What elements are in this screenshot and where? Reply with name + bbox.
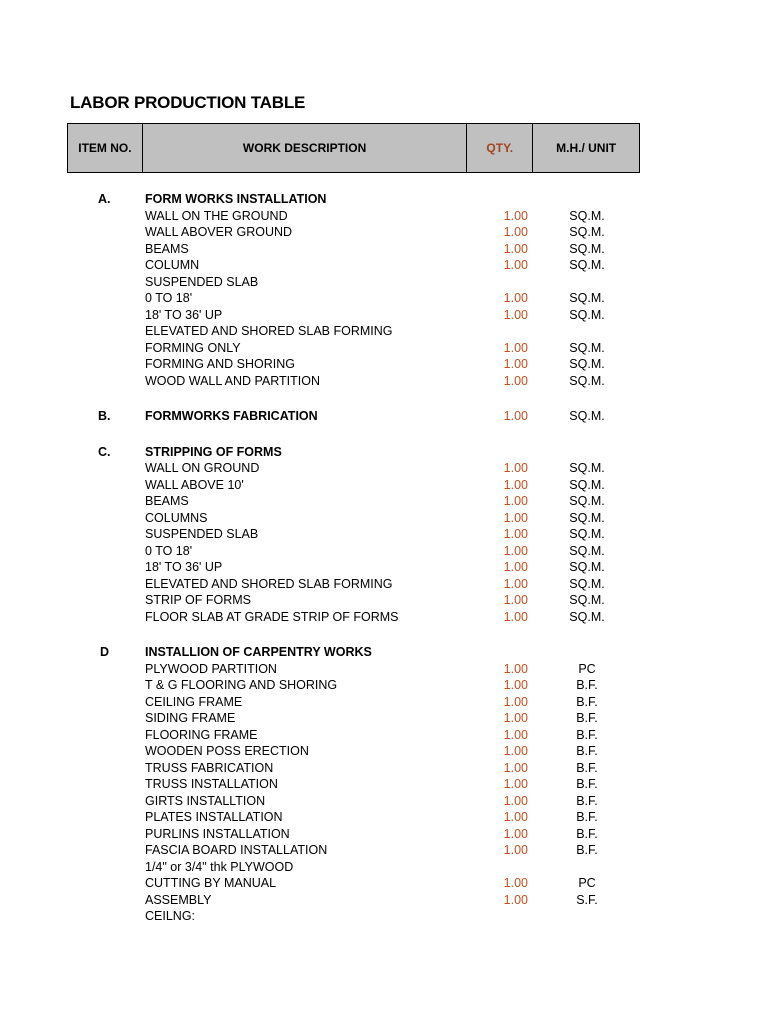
table-row [0,307,768,324]
quantity: 1.00 [503,826,528,841]
table-row [0,241,768,258]
work-description: BEAMS [145,241,189,256]
table-row [0,694,768,711]
work-description: CUTTING BY MANUAL [145,876,277,890]
manhour-unit: SQ.M. [569,340,605,355]
work-description: T & G FLOORING AND SHORING [145,678,338,692]
work-description: 18' TO 36' UP [145,307,223,322]
manhour-unit: SQ.M. [569,409,605,423]
work-description: FORM WORKS INSTALLATION [145,192,327,206]
table-row [0,727,768,744]
quantity: 1.00 [503,409,528,423]
table-row [0,559,768,576]
quantity: 1.00 [503,208,528,223]
table-row [0,842,768,859]
quantity: 1.00 [503,291,528,305]
quantity: 1.00 [503,609,528,624]
work-description: WOODEN POSS ERECTION [145,744,309,758]
table-body [0,191,768,925]
manhour-unit: B.F. [576,678,598,692]
table-row [0,323,768,340]
work-description: WALL ON GROUND [145,461,260,475]
quantity: 1.00 [503,510,528,525]
item-number: D [100,645,110,659]
table-row [0,875,768,892]
table-row [0,510,768,527]
table-header [67,123,640,173]
manhour-unit: SQ.M. [569,461,605,475]
quantity: 1.00 [503,661,528,676]
quantity: 1.00 [503,876,528,890]
table-row [0,460,768,477]
manhour-unit: B.F. [576,810,598,824]
manhour-unit: SQ.M. [569,527,605,541]
table-row [0,290,768,307]
work-description: FORMING AND SHORING [145,357,296,371]
manhour-unit: B.F. [576,744,598,758]
table-row [0,793,768,810]
table-row [0,908,768,925]
table-row [0,776,768,793]
table-row [0,208,768,225]
manhour-unit: SQ.M. [569,560,605,574]
manhour-unit: B.F. [576,711,598,725]
quantity: 1.00 [503,777,528,791]
work-description: PLATES INSTALLATION [145,810,283,824]
manhour-unit: SQ.M. [569,241,605,256]
quantity: 1.00 [503,241,528,256]
manhour-unit: SQ.M. [569,510,605,525]
manhour-unit: B.F. [576,826,598,841]
quantity: 1.00 [503,494,528,508]
item-number: C. [98,444,111,459]
quantity: 1.00 [503,560,528,574]
work-description: 0 TO 18' [145,543,193,558]
work-description: FLOORING FRAME [145,727,258,742]
quantity: 1.00 [503,576,528,591]
work-description: GIRTS INSTALLTION [145,793,266,808]
quantity: 1.00 [503,892,528,907]
manhour-unit: SQ.M. [569,258,605,272]
work-description: FORMWORKS FABRICATION [145,409,318,423]
manhour-unit: SQ.M. [569,208,605,223]
row-spacer [0,425,768,444]
table-row [0,743,768,760]
item-number: A. [98,192,111,206]
quantity: 1.00 [503,843,528,857]
quantity: 1.00 [503,527,528,541]
manhour-unit: PC [578,661,596,676]
quantity: 1.00 [503,461,528,475]
manhour-unit: SQ.M. [569,307,605,322]
work-description: ELEVATED AND SHORED SLAB FORMING [145,324,393,338]
work-description: ELEVATED AND SHORED SLAB FORMING [145,576,393,591]
manhour-unit: SQ.M. [569,291,605,305]
table-row [0,373,768,390]
table-row [0,826,768,843]
work-description: ASSEMBLY [145,892,212,907]
manhour-unit: SQ.M. [569,477,605,492]
work-description: COLUMNS [145,510,208,525]
work-description: FORMING ONLY [145,340,241,355]
section-row [0,644,768,661]
work-description: SIDING FRAME [145,711,236,725]
section-row [0,444,768,461]
work-description: WALL ABOVER GROUND [145,225,293,239]
work-description: TRUSS INSTALLATION [145,777,278,791]
table-row [0,224,768,241]
quantity: 1.00 [503,793,528,808]
table-row [0,892,768,909]
quantity: 1.00 [503,678,528,692]
table-row [0,257,768,274]
manhour-unit: B.F. [576,777,598,791]
quantity: 1.00 [503,477,528,492]
item-number: B. [98,409,111,423]
quantity: 1.00 [503,810,528,824]
manhour-unit: B.F. [576,793,598,808]
manhour-unit: SQ.M. [569,543,605,558]
quantity: 1.00 [503,694,528,709]
quantity: 1.00 [503,307,528,322]
quantity: 1.00 [503,760,528,775]
table-row [0,859,768,876]
table-row [0,477,768,494]
work-description: WOOD WALL AND PARTITION [145,373,321,388]
quantity: 1.00 [503,711,528,725]
header-qty: QTY. [467,124,533,172]
work-description: STRIP OF FORMS [145,593,252,607]
table-row [0,356,768,373]
work-description: SUSPENDED SLAB [145,527,259,541]
quantity: 1.00 [503,258,528,272]
manhour-unit: SQ.M. [569,373,605,388]
work-description: SUSPENDED SLAB [145,274,259,289]
table-row [0,592,768,609]
quantity: 1.00 [503,373,528,388]
work-description: TRUSS FABRICATION [145,760,274,775]
row-spacer [0,625,768,644]
page-title: LABOR PRODUCTION TABLE [70,93,306,112]
manhour-unit: B.F. [576,843,598,857]
quantity: 1.00 [503,357,528,371]
table-row [0,710,768,727]
table-row [0,677,768,694]
table-row [0,543,768,560]
work-description: CEILING FRAME [145,694,243,709]
quantity: 1.00 [503,727,528,742]
manhour-unit: SQ.M. [569,576,605,591]
section-row [0,408,768,425]
work-description: 18' TO 36' UP [145,560,223,574]
header-mh-unit: M.H./ UNIT [556,141,617,155]
manhour-unit: SQ.M. [569,609,605,624]
section-row [0,191,768,208]
row-spacer [0,389,768,408]
manhour-unit: SQ.M. [569,357,605,371]
work-description: CEILNG: [145,909,196,923]
manhour-unit: B.F. [576,760,598,775]
quantity: 1.00 [503,593,528,607]
work-description: COLUMN [145,258,200,272]
table-row [0,760,768,777]
work-description: INSTALLION OF CARPENTRY WORKS [145,645,372,659]
table-row [0,809,768,826]
quantity: 1.00 [503,340,528,355]
work-description: FLOOR SLAB AT GRADE STRIP OF FORMS [145,609,399,624]
work-description: PLYWOOD PARTITION [145,661,277,676]
table-row [0,493,768,510]
work-description: WALL ON THE GROUND [145,208,288,223]
header-work-description: WORK DESCRIPTION [143,124,467,172]
work-description: PURLINS INSTALLATION [145,826,290,841]
manhour-unit: SQ.M. [569,593,605,607]
work-description: 1/4" or 3/4" thk PLYWOOD [145,859,294,874]
table-row [0,340,768,357]
header-item-no: ITEM NO. [68,124,143,172]
manhour-unit: PC [578,876,596,890]
table-row [0,609,768,626]
manhour-unit: B.F. [576,694,598,709]
work-description: FASCIA BOARD INSTALLATION [145,843,328,857]
quantity: 1.00 [503,543,528,558]
work-description: 0 TO 18' [145,291,193,305]
manhour-unit: S.F. [576,892,598,907]
table-row [0,661,768,678]
table-row [0,576,768,593]
work-description: STRIPPING OF FORMS [145,444,282,459]
manhour-unit: SQ.M. [569,494,605,508]
table-row [0,526,768,543]
quantity: 1.00 [503,225,528,239]
table-row [0,274,768,291]
quantity: 1.00 [503,744,528,758]
work-description: BEAMS [145,494,189,508]
manhour-unit: B.F. [576,727,598,742]
manhour-unit: SQ.M. [569,225,605,239]
work-description: WALL ABOVE 10' [145,477,244,492]
